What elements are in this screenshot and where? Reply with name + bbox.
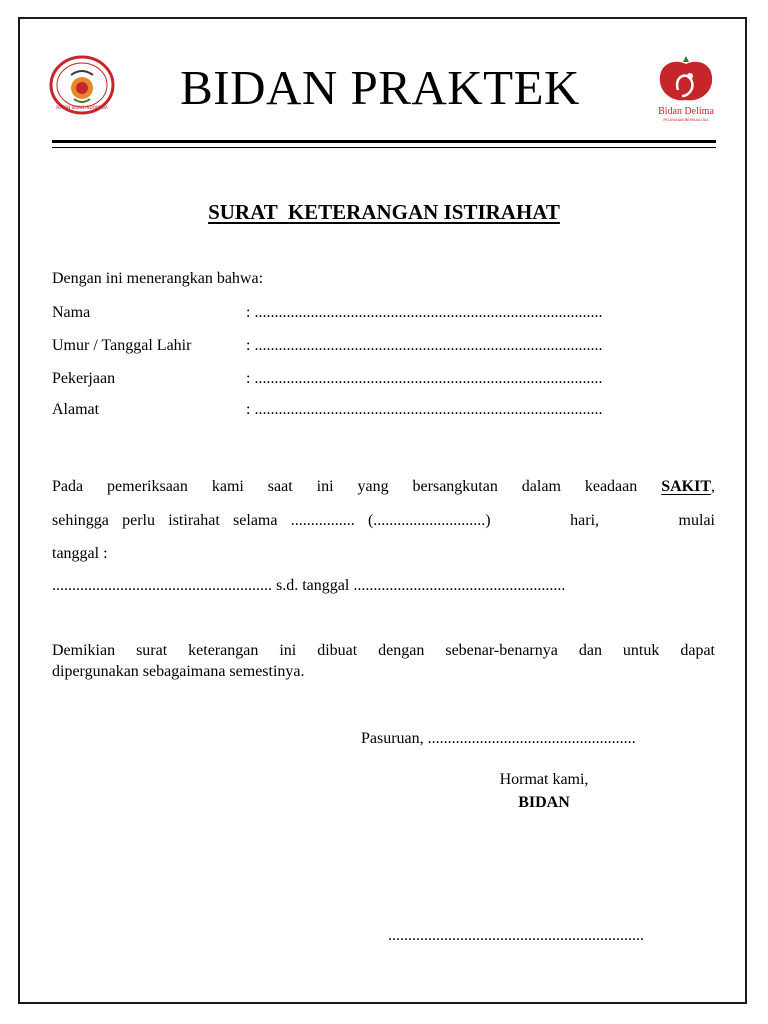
exam-line-2: sehingga perlu istirahat selama ................ (............................) hari, mulai	[52, 512, 715, 529]
field-value-umur: : .......................................................................................	[246, 337, 603, 354]
document-title	[52, 198, 716, 226]
header-rule-thin	[52, 147, 716, 148]
practice-title: BIDAN PRAKTEK	[180, 60, 580, 115]
ibi-emblem-icon	[49, 55, 115, 115]
sakit-emphasis: SAKIT	[661, 478, 711, 495]
field-label-alamat: Alamat	[52, 401, 100, 418]
closing-line-1: Demikian surat keterangan ini dibuat dengan sebenar-benarnya dan untuk dapat	[52, 642, 715, 659]
start-date-dots: .......................................................	[52, 577, 272, 594]
until-date-label: s.d. tanggal	[276, 577, 350, 594]
field-value-pekerjaan: : .......................................................................................	[246, 370, 603, 387]
field-label-umur: Umur / Tanggal Lahir	[52, 337, 192, 354]
intro-text: Dengan ini menerangkan bahwa:	[52, 270, 264, 287]
signature-line: ................................................................	[388, 927, 644, 944]
exam-line-1-text: Pada pemeriksaan kami saat ini yang bersangkutan dalam keadaan	[52, 478, 638, 495]
document-title-text: SURAT KETERANGAN ISTIRAHAT	[208, 200, 560, 224]
bidan-delima-text: Bidan Delima	[658, 106, 714, 117]
end-date-dots: .....................................................	[353, 577, 566, 594]
field-label-pekerjaan: Pekerjaan	[52, 370, 116, 387]
ibi-emblem-text: IKATAN BIDAN INDONESIA	[56, 105, 108, 110]
field-value-alamat: : .......................................................................................	[246, 401, 603, 418]
field-value-nama: : .......................................................................................	[246, 304, 603, 321]
header-rule-thick	[52, 140, 716, 143]
exam-line-3: tanggal :	[52, 545, 108, 562]
bidan-delima-logo-icon	[650, 56, 722, 124]
exam-line-4	[52, 575, 565, 597]
exam-line-1-punct: ,	[711, 478, 715, 495]
field-label-nama: Nama	[52, 304, 91, 321]
closing-line-2: dipergunakan sebagaimana semestinya.	[52, 663, 305, 680]
place-date: Pasuruan, ....................................................	[361, 730, 636, 747]
regards-text: Hormat kami,	[499, 771, 589, 788]
exam-line-1	[52, 476, 715, 498]
role-text: BIDAN	[518, 794, 570, 811]
bidan-delima-tagline: PELAYANAN BERKUALITAS	[663, 118, 709, 122]
